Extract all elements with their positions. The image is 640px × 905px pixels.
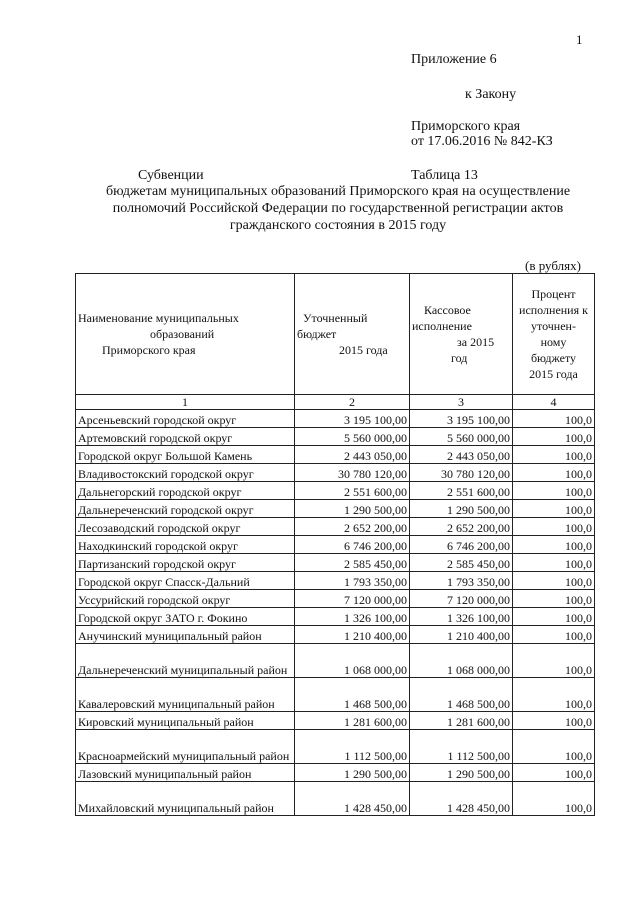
table-row <box>76 464 595 482</box>
municipality-name: Арсеньевский городской округ <box>76 410 295 428</box>
column-number: 1 <box>76 395 295 410</box>
executed-value: 1 428 450,00 <box>410 782 513 816</box>
percent-value: 100,0 <box>513 764 595 782</box>
budget-value: 5 560 000,00 <box>295 428 410 446</box>
municipality-name: Партизанский городской округ <box>76 554 295 572</box>
executed-value: 1 210 400,00 <box>410 626 513 644</box>
executed-value: 5 560 000,00 <box>410 428 513 446</box>
executed-value: 1 290 500,00 <box>410 764 513 782</box>
table-row <box>76 590 595 608</box>
municipality-name: Красноармейский муниципальный район <box>76 730 295 764</box>
table-row <box>76 410 595 428</box>
municipality-name: Дальнереченский городской округ <box>76 500 295 518</box>
table-row <box>76 482 595 500</box>
percent-value: 100,0 <box>513 554 595 572</box>
percent-value: 100,0 <box>513 782 595 816</box>
municipality-name: Кировский муниципальный район <box>76 712 295 730</box>
municipality-name: Дальнегорский городской округ <box>76 482 295 500</box>
executed-value: 1 793 350,00 <box>410 572 513 590</box>
municipality-name: Городской округ Спасск-Дальний <box>76 572 295 590</box>
budget-value: 2 551 600,00 <box>295 482 410 500</box>
budget-value: 7 120 000,00 <box>295 590 410 608</box>
region-label: Приморского края <box>411 119 521 134</box>
appendix-label: Приложение 6 <box>411 52 497 67</box>
executed-value: 1 068 000,00 <box>410 644 513 678</box>
percent-value: 100,0 <box>513 536 595 554</box>
budget-value: 1 290 500,00 <box>295 500 410 518</box>
executed-value: 3 195 100,00 <box>410 410 513 428</box>
municipality-name: Находкинский городской округ <box>76 536 295 554</box>
budget-value: 1 112 500,00 <box>295 730 410 764</box>
executed-value: 6 746 200,00 <box>410 536 513 554</box>
percent-value: 100,0 <box>513 608 595 626</box>
budget-value: 6 746 200,00 <box>295 536 410 554</box>
table-row <box>76 428 595 446</box>
table-row <box>76 678 595 712</box>
municipality-name: Дальнереченский муниципальный район <box>76 644 295 678</box>
percent-value: 100,0 <box>513 572 595 590</box>
percent-value: 100,0 <box>513 446 595 464</box>
to-law-label: к Закону <box>465 87 517 102</box>
budget-value: 1 468 500,00 <box>295 678 410 712</box>
budget-value: 2 585 450,00 <box>295 554 410 572</box>
executed-value: 30 780 120,00 <box>410 464 513 482</box>
executed-value: 1 468 500,00 <box>410 678 513 712</box>
column-header-name: Наименование муниципальных образований Приморского края <box>76 274 295 395</box>
table-row <box>76 782 595 816</box>
budget-value: 1 290 500,00 <box>295 764 410 782</box>
executed-value: 1 112 500,00 <box>410 730 513 764</box>
table-row <box>76 764 595 782</box>
executed-value: 1 290 500,00 <box>410 500 513 518</box>
budget-value: 3 195 100,00 <box>295 410 410 428</box>
table-label: Таблица 13 <box>411 168 478 183</box>
table-row <box>76 730 595 764</box>
percent-value: 100,0 <box>513 590 595 608</box>
title-line-2: полномочий Российской Федерации по государственной регистрации актов <box>112 201 564 216</box>
column-number: 3 <box>410 395 513 410</box>
budget-value: 2 443 050,00 <box>295 446 410 464</box>
table-row <box>76 536 595 554</box>
executed-value: 2 585 450,00 <box>410 554 513 572</box>
table-row <box>76 572 595 590</box>
title-line-subventions: Субвенции <box>138 168 204 183</box>
budget-value: 1 793 350,00 <box>295 572 410 590</box>
column-header-budget: Уточненный бюджет 2015 года <box>295 274 410 395</box>
percent-value: 100,0 <box>513 678 595 712</box>
municipality-name: Артемовский городской округ <box>76 428 295 446</box>
units-label: (в рублях) <box>525 258 581 273</box>
budget-value: 1 326 100,00 <box>295 608 410 626</box>
table-row <box>76 446 595 464</box>
executed-value: 2 551 600,00 <box>410 482 513 500</box>
executed-value: 1 326 100,00 <box>410 608 513 626</box>
municipality-name: Уссурийский городской округ <box>76 590 295 608</box>
title-line-3: гражданского состояния в 2015 году <box>229 218 447 233</box>
column-header-percent: Процент исполнения к уточнен- ному бюджету 2015 года <box>513 274 595 395</box>
column-number: 2 <box>295 395 410 410</box>
percent-value: 100,0 <box>513 712 595 730</box>
budget-value: 1 281 600,00 <box>295 712 410 730</box>
percent-value: 100,0 <box>513 500 595 518</box>
column-number: 4 <box>513 395 595 410</box>
percent-value: 100,0 <box>513 464 595 482</box>
table-row <box>76 644 595 678</box>
percent-value: 100,0 <box>513 482 595 500</box>
table-row <box>76 712 595 730</box>
executed-value: 1 281 600,00 <box>410 712 513 730</box>
municipality-name: Лазовский муниципальный район <box>76 764 295 782</box>
percent-value: 100,0 <box>513 410 595 428</box>
municipality-name: Кавалеровский муниципальный район <box>76 678 295 712</box>
page-number: 1 <box>576 32 583 47</box>
municipality-name: Владивостокский городской округ <box>76 464 295 482</box>
subventions-table <box>75 273 595 816</box>
table-row <box>76 608 595 626</box>
budget-value: 2 652 200,00 <box>295 518 410 536</box>
budget-value: 1 210 400,00 <box>295 626 410 644</box>
table-row <box>76 518 595 536</box>
executed-value: 2 443 050,00 <box>410 446 513 464</box>
column-number-row <box>76 395 595 410</box>
percent-value: 100,0 <box>513 518 595 536</box>
column-header-executed: Кассовое исполнение за 2015 год <box>410 274 513 395</box>
title-line-1: бюджетам муниципальных образований Приморского края на осуществление <box>105 184 571 199</box>
percent-value: 100,0 <box>513 730 595 764</box>
municipality-name: Городской округ Большой Камень <box>76 446 295 464</box>
budget-value: 30 780 120,00 <box>295 464 410 482</box>
table-row <box>76 500 595 518</box>
table-row <box>76 554 595 572</box>
budget-value: 1 428 450,00 <box>295 782 410 816</box>
municipality-name: Михайловский муниципальный район <box>76 782 295 816</box>
percent-value: 100,0 <box>513 644 595 678</box>
table-row <box>76 626 595 644</box>
percent-value: 100,0 <box>513 428 595 446</box>
table-header-row <box>76 274 595 395</box>
executed-value: 7 120 000,00 <box>410 590 513 608</box>
municipality-name: Лесозаводский городской округ <box>76 518 295 536</box>
municipality-name: Анучинский муниципальный район <box>76 626 295 644</box>
budget-value: 1 068 000,00 <box>295 644 410 678</box>
municipality-name: Городской округ ЗАТО г. Фокино <box>76 608 295 626</box>
law-reference: от 17.06.2016 № 842-КЗ <box>411 134 553 149</box>
percent-value: 100,0 <box>513 626 595 644</box>
executed-value: 2 652 200,00 <box>410 518 513 536</box>
